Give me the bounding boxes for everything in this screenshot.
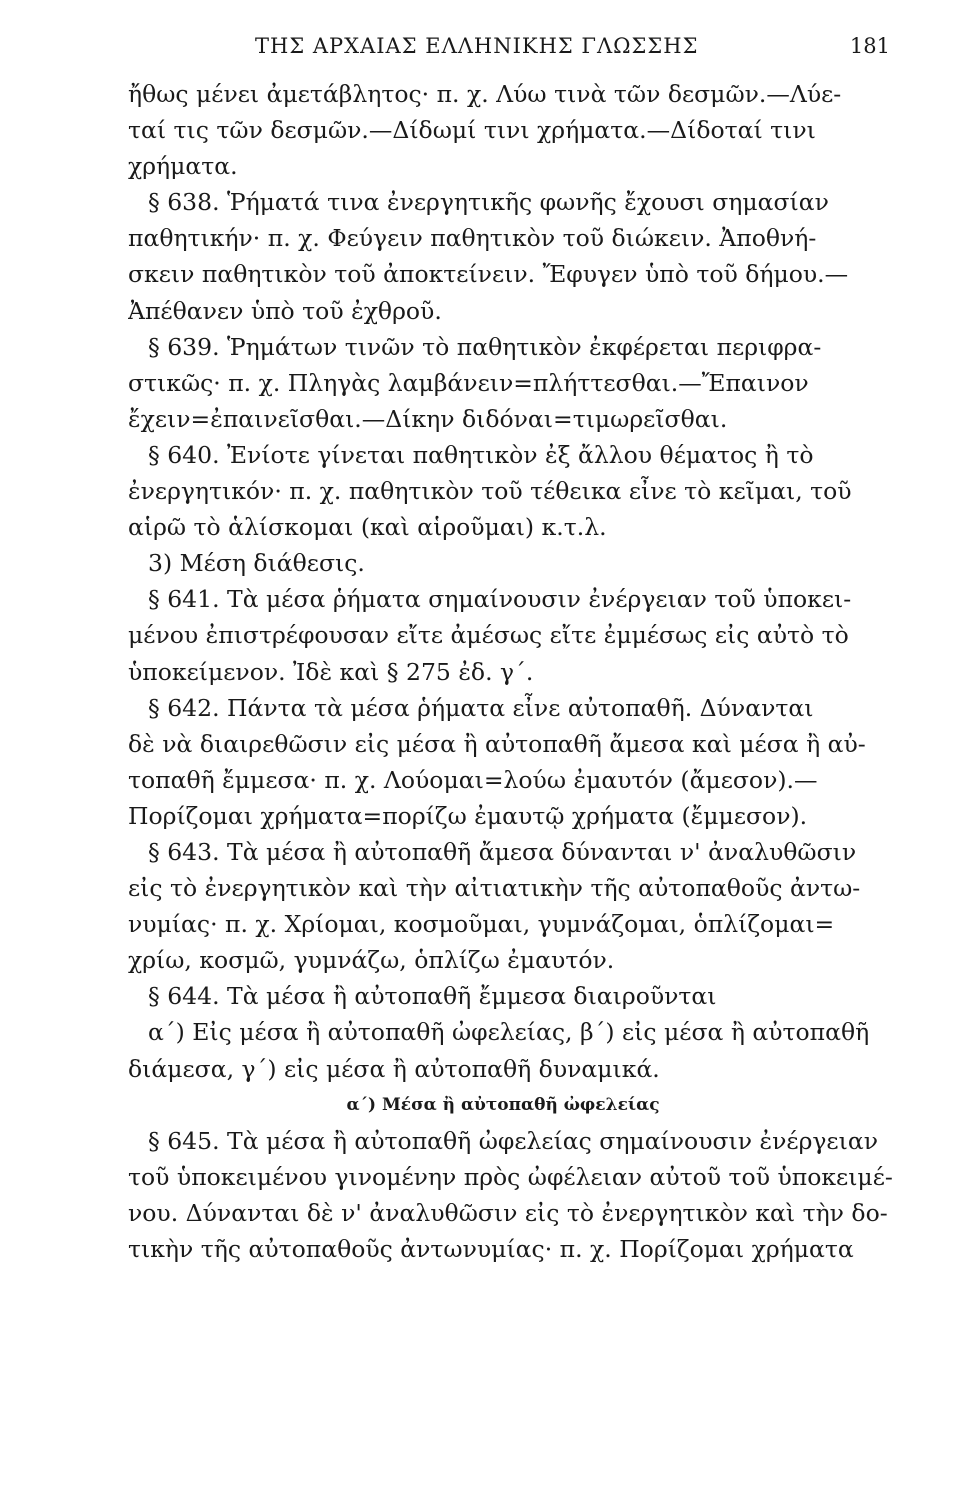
text-line: τοπαθῆ ἔμμεσα· π. χ. Λούομαι=λούω ἐμαυτόν (ἄμεσον).—	[128, 765, 818, 794]
text-line: νυμίας· π. χ. Χρίομαι, κοσμοῦμαι, γυμνάζομαι, ὁπλίζομαι=	[128, 910, 835, 939]
text-line: τοῦ ὑποκειμένου γινομένην πρὸς ὠφέλειαν αὐτοῦ τοῦ ὑποκειμέ-	[128, 1162, 893, 1191]
text-line: ἤθως μένει ἀμετάβλητος· π. χ. Λύω τινὰ τῶν δεσμῶν.—Λύε-	[128, 80, 842, 108]
paragraph-641-start: § 641. Τὰ μέσα ῥήματα σημαίνουσιν ἐνέργειαν τοῦ ὑποκει-	[148, 585, 852, 614]
paragraph-639-start: § 639. Ῥημάτων τινῶν τὸ παθητικὸν ἐκφέρεται περιφρα-	[148, 332, 822, 361]
paragraph-638-start: § 638. Ῥήματά τινα ἐνεργητικῆς φωνῆς ἔχουσι σημασίαν	[148, 188, 829, 217]
page-number: 181	[849, 34, 890, 58]
text-line: δὲ νὰ διαιρεθῶσιν εἰς μέσα ἢ αὐτοπαθῆ ἄμεσα καὶ μέσα ἢ αὐ-	[128, 729, 866, 758]
text-line: εἰς τὸ ἐνεργητικὸν καὶ τὴν αἰτιατικὴν τῆς αὐτοπαθοῦς ἀντω-	[128, 874, 861, 903]
text-line: σκειν παθητικὸν τοῦ ἀποκτείνειν. Ἔφυγεν ὑπὸ τοῦ δήμου.—	[128, 260, 849, 289]
paragraph-642-start: § 642. Πάντα τὰ μέσα ῥήματα εἶνε αὐτοπαθῆ. Δύνανται	[148, 693, 814, 722]
text-line: αἱρῶ τὸ ἁλίσκομαι (καὶ αἱροῦμαι) κ.τ.λ.	[128, 513, 607, 542]
text-line: τικὴν τῆς αὐτοπαθοῦς ἀντωνυμίας· π. χ. Πορίζομαι χρήματα	[128, 1235, 854, 1263]
paragraph-644-start: § 644. Τὰ μέσα ἢ αὐτοπαθῆ ἔμμεσα διαιροῦνται	[148, 982, 717, 1011]
text-line: παθητικήν· π. χ. Φεύγειν παθητικὸν τοῦ διώκειν. Ἀποθνή-	[128, 224, 817, 253]
running-title: ΤΗΣ ΑΡΧΑΙΑΣ ΕΛΛΗΝΙΚΗΣ ΓΛΩΣΣΗΣ	[255, 34, 699, 58]
text-line: ταί τις τῶν δεσμῶν.—Δίδωμί τινι χρήματα.—Δίδοταί τινι	[128, 116, 816, 145]
body-text	[128, 76, 898, 1267]
paragraph-640-start: § 640. Ἐνίοτε γίνεται παθητικὸν ἐξ ἄλλου θέματος ἢ τὸ	[148, 440, 814, 469]
text-line: διάμεσα, γ΄) εἰς μέσα ἢ αὐτοπαθῆ δυναμικά.	[128, 1054, 660, 1083]
text-line: χρήματα.	[128, 152, 238, 181]
text-line: μένου ἐπιστρέφουσαν εἴτε ἀμέσως εἴτε ἐμμέσως εἰς αὐτὸ τὸ	[128, 621, 849, 650]
text-line: Ἀπέθανεν ὑπὸ τοῦ ἐχθροῦ.	[128, 296, 442, 325]
text-line: χρίω, κοσμῶ, γυμνάζω, ὁπλίζω ἐμαυτόν.	[128, 946, 615, 975]
paragraph-645-start: § 645. Τὰ μέσα ἢ αὐτοπαθῆ ὠφελείας σημαίνουσιν ἐνέργειαν	[148, 1126, 878, 1155]
text-line: ἔχειν=ἐπαινεῖσθαι.—Δίκην διδόναι=τιμωρεῖσθαι.	[128, 404, 728, 433]
text-line: Πορίζομαι χρήματα=πορίζω ἐμαυτῷ χρήματα (ἔμμεσον).	[128, 801, 808, 830]
text-line: στικῶς· π. χ. Πληγὰς λαμβάνειν=πλήττεσθαι.—Ἔπαινον	[128, 368, 809, 397]
text-line: ὑποκείμενον. Ἰδὲ καὶ § 275 ἐδ. γ΄.	[128, 657, 534, 686]
text-line: α΄) Εἰς μέσα ἢ αὐτοπαθῆ ὠφελείας, β΄) εἰς μέσα ἢ αὐτοπαθῆ	[148, 1018, 870, 1047]
subsection-heading-middle-voice: 3) Μέση διάθεσις.	[148, 549, 365, 578]
text-line: ἐνεργητικόν· π. χ. παθητικὸν τοῦ τέθεικα εἶνε τὸ κεῖμαι, τοῦ	[128, 477, 852, 506]
section-heading-benefit: α΄) Μέσα ἢ αὐτοπαθῆ ὠφελείας	[346, 1094, 660, 1115]
running-header	[130, 34, 890, 64]
text-line: νου. Δύνανται δὲ ν' ἀναλυθῶσιν εἰς τὸ ἐνεργητικὸν καὶ τὴν δο-	[128, 1198, 888, 1227]
paragraph-643-start: § 643. Τὰ μέσα ἢ αὐτοπαθῆ ἄμεσα δύνανται ν' ἀναλυθῶσιν	[148, 837, 857, 866]
